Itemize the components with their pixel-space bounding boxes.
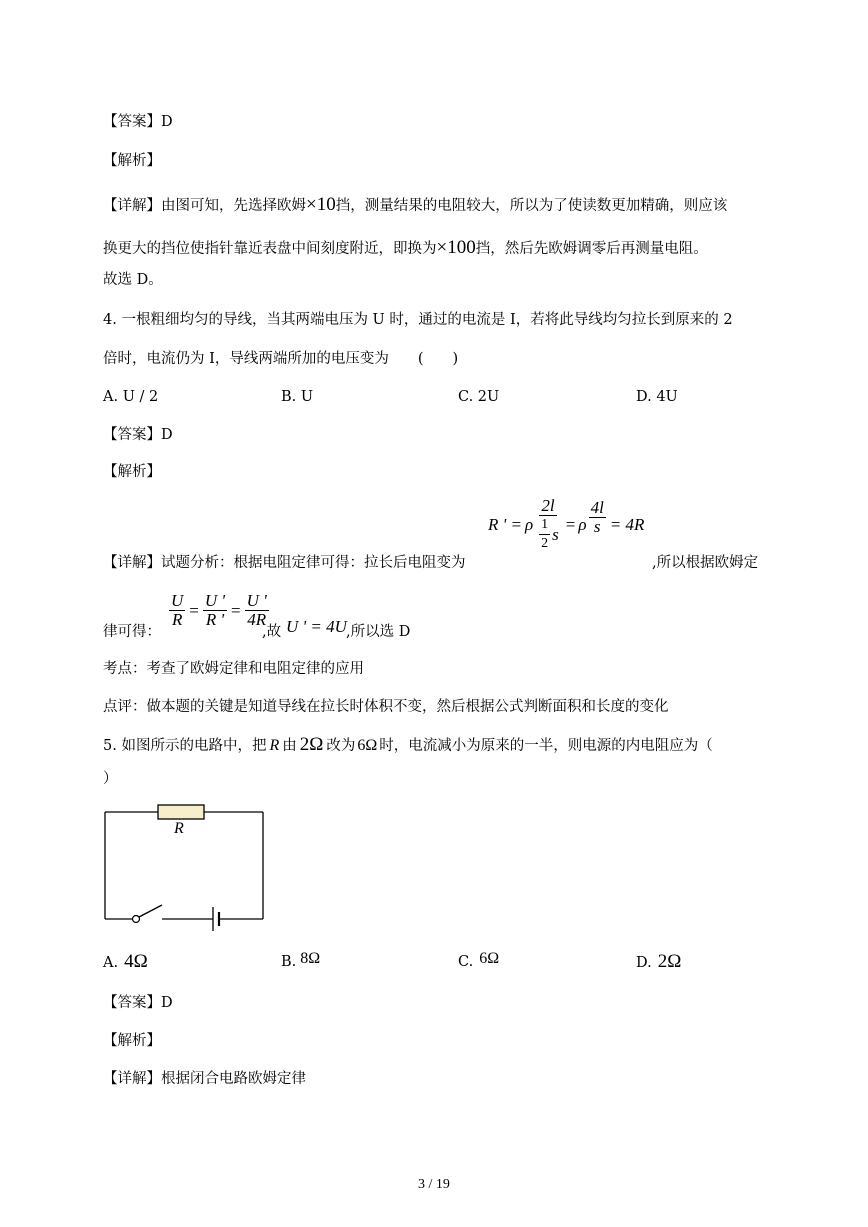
formula-rho-2: ρ — [578, 515, 587, 534]
frac-up-rp — [203, 592, 227, 629]
detail-text: 挡，测量结果的电阻较大，所以为了使读数更加精确，则应该 — [335, 198, 728, 214]
formula-lhs: R ' = — [488, 515, 522, 534]
num-up-2: U ' — [246, 591, 267, 610]
half-num: 1 — [539, 516, 550, 535]
q5-stem-a: 5. 如图所示的电路中，把 — [103, 738, 267, 754]
option-letter: B. — [281, 954, 297, 970]
q5-stem-c: 改为 — [326, 738, 356, 754]
option-value: 4Ω — [124, 951, 148, 972]
den-r: R — [171, 610, 183, 629]
q5-stem-close: ） — [103, 771, 118, 787]
frac-u-r — [169, 592, 185, 629]
den-4r: 4R — [247, 610, 267, 629]
formula-den-2: s — [593, 516, 601, 536]
option-value: 8Ω — [300, 950, 321, 967]
detail-text: 换更大的挡位使指针靠近表盘中间刻度附近，即换为 — [103, 241, 437, 257]
eq-1: = — [189, 600, 199, 620]
formula-frac-2 — [589, 499, 606, 536]
formula-s: s — [552, 524, 559, 544]
q5-option-d — [636, 952, 681, 973]
q5-option-a — [103, 952, 148, 973]
q5-var-r: R — [269, 737, 280, 754]
den-rp: R ' — [205, 610, 225, 629]
detail-text: 挡，然后先欧姆调零后再测量电阻。 — [475, 241, 708, 257]
formula-den — [535, 516, 561, 553]
formula-resistance — [488, 497, 644, 553]
formula-rho: ρ — [525, 515, 534, 534]
q4-kaodian: 考点：考查了欧姆定律和电阻定律的应用 — [103, 661, 364, 677]
q5-option-c — [458, 952, 499, 972]
q5-option-b — [281, 952, 320, 972]
num-u: U — [171, 591, 184, 610]
q4-option-c: C. 2U — [458, 389, 500, 405]
option-letter: D. — [636, 955, 652, 971]
q5-answer: 【答案】D — [103, 995, 173, 1011]
q5-r2: 6Ω — [357, 737, 378, 754]
ohm-x100: ×100 — [436, 237, 476, 258]
q4-stem-2: 倍时，电流仍为 I，导线两端所加的电压变为 ( ) — [103, 351, 459, 367]
q4-detail-2b: ,故 — [262, 624, 282, 640]
half-den: 2 — [541, 536, 549, 551]
q4-stem-1: 4. 一根粗细均匀的导线，当其两端电压为 U 时，通过的电流是 I，若将此导线均匀拉长到原来的 2 — [103, 312, 733, 328]
q4-option-b: B. U — [281, 389, 314, 405]
q5-stem-b: 由 — [282, 738, 297, 754]
q4-dianping: 点评：做本题的关键是知道导线在拉长时体积不变，然后根据公式判断面积和长度的变化 — [103, 699, 669, 715]
q5-detail: 【详解】根据闭合电路欧姆定律 — [103, 1071, 306, 1087]
switch-pivot-icon — [133, 916, 140, 923]
q4-option-d: D. 4U — [636, 389, 678, 405]
circuit-label-r: R — [174, 820, 184, 837]
formula-num: 2l — [541, 496, 555, 515]
detail-text: 【详解】由图可知，先选择欧姆 — [103, 198, 306, 214]
formula-num-2: 4l — [590, 497, 604, 517]
switch-blade-icon — [139, 905, 162, 917]
resistor-icon — [158, 805, 204, 819]
q5-analysis: 【解析】 — [103, 1033, 161, 1049]
formula-rhs: = 4R — [609, 515, 645, 534]
q4-detail-2c: ,所以选 D — [346, 624, 411, 640]
q5-r1: 2Ω — [299, 734, 324, 755]
option-letter: C. — [458, 954, 474, 970]
formula-eq: = — [565, 515, 576, 534]
q5-stem — [103, 735, 713, 756]
ohm-x10: ×10 — [306, 194, 336, 215]
q4-answer: 【答案】D — [103, 427, 173, 443]
formula-half — [539, 516, 550, 553]
page-number: 3 / 19 — [418, 1177, 450, 1192]
choose-line: 故选 D。 — [103, 272, 163, 288]
option-value: 6Ω — [479, 950, 500, 967]
circuit-diagram — [100, 800, 270, 940]
analysis-label: 【解析】 — [103, 153, 161, 169]
q4-detail-2a: 律可得： — [103, 624, 161, 640]
detail-line-1 — [103, 195, 727, 216]
detail-line-2 — [103, 238, 708, 259]
option-value: 2Ω — [657, 951, 682, 972]
num-up: U ' — [204, 591, 226, 610]
q4-detail-1b: ,所以根据欧姆定 — [652, 555, 759, 571]
q4-detail-1a: 【详解】试题分析：根据电阻定律可得：拉长后电阻变为 — [103, 555, 466, 571]
formula-frac-1 — [535, 497, 561, 553]
eq-2: = — [231, 600, 241, 620]
formula-u-4u: U ' = 4U — [286, 617, 347, 636]
option-letter: A. — [103, 955, 119, 971]
q4-analysis: 【解析】 — [103, 464, 161, 480]
q4-option-a: A. U / 2 — [103, 389, 159, 405]
answer-label: 【答案】D — [103, 114, 173, 130]
q5-stem-d: 时，电流减小为原来的一半，则电源的内电阻应为（ — [379, 738, 713, 754]
formula-ohm — [167, 592, 271, 629]
